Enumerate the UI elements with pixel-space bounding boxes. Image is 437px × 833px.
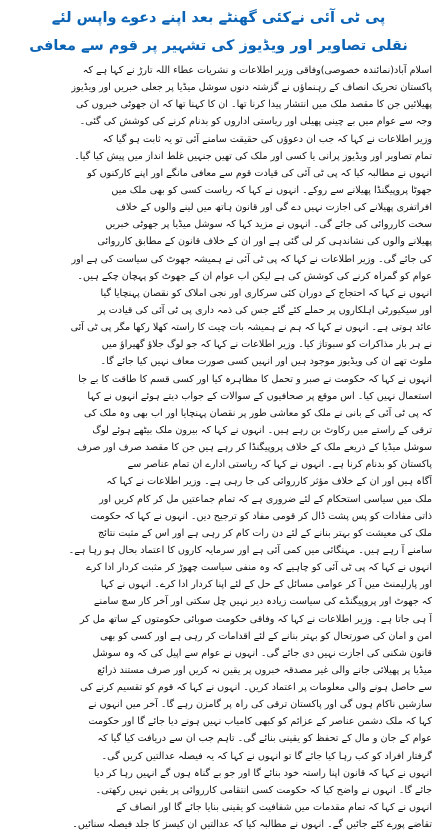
article-line: عوام کو گمراہ کرنے کی کوشش کی ہے لیکن اب عوام ان کے جھوٹ کو پہچان چکے ہیں۔ <box>77 270 432 282</box>
headline-line-1: پی ٹی آئی نےکئی گھنٹے بعد اپنے دعوے واپس لئے <box>51 10 386 26</box>
article-line: جائے گا۔ انہوں نے واضح کیا کہ حکومت کسی انتقامی کارروائی پر یقین نہیں رکھتی۔ <box>95 784 432 796</box>
article-line: آ ہی جاتا ہے۔ وزیر اطلاعات نے کہا کہ وفاقی حکومت صوبائی حکومتوں کے ساتھ مل کر <box>79 613 432 625</box>
article-line: پاکستان تحریک انصاف کے رہنماؤں نے گزشتہ دنوں سوشل میڈیا پر جعلی خبریں اور ویڈیوز <box>71 82 432 94</box>
article-line: کی جائے گی۔ وزیر اطلاعات نے کہا کہ پی ٹی آئی نے ہمیشہ جھوٹ کی سیاست کی ہے اور <box>71 253 432 265</box>
article-line: امن و امان کی صورتحال کو بہتر بنانے کے لئے اقدامات کر رہی ہے اور کسی کو بھی <box>100 630 432 642</box>
article-line: اور پارلیمنٹ میں آ کر عوامی مسائل کے حل کے لئے اپنا کردار ادا کرے۔ انہوں نے کہا <box>100 579 432 591</box>
article-line: سے حاصل ہونے والی معلومات پر اعتماد کریں۔ انہوں نے کہا کہ قوم کو تقسیم کرنے کی <box>80 682 432 694</box>
article-line: انہوں نے مطالبہ کیا کہ پی ٹی آئی کی قیادت قوم سے معافی مانگے اور اپنے کارکنوں کو <box>87 167 432 179</box>
article-body <box>5 62 432 833</box>
article-line: تقاضے پورے کئے جائیں گے۔ انہوں نے مطالبہ کیا کہ عدالتیں ان کیسز کا جلد فیصلہ سنائیں۔ <box>72 819 432 831</box>
article-line: قانون شکنی کی اجازت نہیں دی جائے گی۔ انہوں نے عوام سے اپیل کی کہ وہ سوشل <box>92 647 432 659</box>
article-line: انہوں نے کہا کہ احتجاج کے دوران کئی سرکاری اور نجی املاک کو نقصان پہنچایا گیا <box>100 287 432 299</box>
article-line: آگاہ ہیں اور ان کے خلاف مؤثر کارروائی کی جا رہی ہے۔ وزیر اطلاعات نے کہا کہ <box>106 476 432 488</box>
article-line: انہوں نے کہا کہ تمام مقدمات میں شفافیت کو یقینی بنایا جائے گا اور انصاف کے <box>116 802 432 814</box>
article-line: عائد ہوتی ہے۔ انہوں نے کہا کہ ہم نے ہمیشہ بات چیت کا راستہ کھلا رکھا مگر پی ٹی آئی <box>70 322 432 334</box>
article-line: نے ہر بار مذاکرات کو سبوتاژ کیا۔ وزیر اطلاعات نے کہا کہ جو لوگ جلاؤ گھیراؤ میں <box>101 339 432 351</box>
article-line: سامنے آ رہے ہیں۔ مہنگائی میں کمی آئی ہے اور سرمایہ کاروں کا اعتماد بحال ہو رہا ہے۔ <box>68 544 432 556</box>
article-line: میڈیا پر پھیلائی جانے والی غیر مصدقہ خبروں پر یقین نہ کریں اور صرف مستند ذرائع <box>97 664 432 676</box>
article-line: وزیر اطلاعات نے کہا کہ جب ان دعوؤں کی حقیقت سامنے آئی تو یہ ثابت ہو گیا کہ <box>102 133 432 145</box>
article-line: اور سیکیورٹی اہلکاروں پر حملے کئے گئے جس کی ذمہ داری پی ٹی آئی کی قیادت پر <box>97 304 432 316</box>
article-line: ملک کی معیشت کو بہتر بنانے کے لئے دن رات کام کر رہی ہے اور اس کے مثبت نتائج <box>97 527 432 539</box>
article-line: ملوث تھے ان کی ویڈیوز موجود ہیں اور انہیں کسی صورت معاف نہیں کیا جائے گا۔ <box>100 356 432 368</box>
article-line: عوام کے جان و مال کے تحفظ کو یقینی بنائے گی۔ تاہم جب ان سے دریافت کیا گیا کہ <box>97 733 432 745</box>
article-line: ذاتی مفادات کو پس پشت ڈال کر قومی مفاد کو ترجیح دیں۔ انہوں نے کہا کہ حکومت <box>90 510 432 522</box>
article-line: سازشیں ناکام ہوں گی اور پاکستان ترقی کی راہ پر گامزن رہے گا۔ آخر میں انہوں نے <box>88 699 432 711</box>
article-line: تمام تصاویر اور ویڈیوز پرانی یا کسی اور ملک کی تھیں جنہیں غلط انداز میں پیش کیا گیا۔ <box>74 150 432 162</box>
article-line: سوشل میڈیا کے ذریعے ملک کے خلاف پروپیگنڈا کر رہے ہیں جن کا مقصد صرف اور صرف <box>77 442 432 454</box>
article-line: سخت کارروائی کی جائے گی۔ انہوں نے مزید کہا کہ سوشل میڈیا پر جھوٹی خبریں <box>105 219 432 231</box>
article-line: کہا کہ ملک دشمن عناصر کے عزائم کو کبھی کامیاب نہیں ہونے دیا جائے گا اور حکومت <box>88 716 432 728</box>
article-line: گرفتار افراد کو کب رہا کیا جائے گا تو انہوں نے کہا کہ یہ فیصلہ عدالتیں کریں گی۔ <box>101 750 432 762</box>
article-line: کہ جھوٹ اور پروپیگنڈے کی سیاست زیادہ دیر نہیں چل سکتی اور آخر کار سچ سامنے <box>93 596 432 608</box>
article-line: ملک میں سیاسی استحکام کے لئے ضروری ہے کہ تمام جماعتیں مل کر کام کریں اور <box>99 493 432 505</box>
article-line: افراتفری پھیلانے کی اجازت نہیں دے گی اور قانون ہاتھ میں لینے والوں کے خلاف <box>116 202 432 214</box>
article-line: پھیلائیں جن کا مقصد ملک میں انتشار پیدا کرنا تھا۔ ان کا کہنا تھا کہ ان جھوٹی خبروں کی <box>76 99 432 111</box>
article-line: ترقی کے راستے میں رکاوٹ بن رہے ہیں۔ انہوں نے کہا کہ بیرون ملک بیٹھے ہوئے لوگ <box>92 424 432 436</box>
article-line: کہ پی ٹی آئی کے بانی نے ملک کو معاشی طور پر نقصان پہنچایا اور اب بھی وہ ملک کی <box>83 407 432 419</box>
article-line: انہوں نے کہا کہ پی ٹی آئی کو چاہیے کہ وہ منفی سیاست چھوڑ کر مثبت کردار ادا کرے <box>86 562 432 574</box>
article-line: پھیلانے والوں کی نشاندہی کر لی گئی ہے اور ان کے خلاف قانون کے مطابق کارروائی <box>97 236 432 248</box>
article-line: استعمال نہیں کیا۔ اس موقع پر صحافیوں کے سوالات کے جواب دیتے ہوئے انہوں نے کہا <box>87 390 432 402</box>
article-line: انہوں نے کہا کہ حکومت نے صبر و تحمل کا مظاہرہ کیا اور کسی قسم کا طاقت کا بے جا <box>78 373 432 385</box>
article-line: وجہ سے عوام میں بے چینی پھیلی اور ریاستی اداروں کو بدنام کرنے کی کوشش کی گئی۔ <box>79 116 432 128</box>
headline <box>5 4 432 60</box>
headline-line-2: نقلی تصاویر اور ویڈیوز کی تشہیر پر قوم سے معافی <box>29 38 408 54</box>
article-line: جھوٹا پروپیگنڈا پھیلانے سے روکے۔ انہوں نے کہا کہ ریاست کسی کو بھی ملک میں <box>111 184 432 196</box>
article-line: اسلام آباد(نمائندہ خصوصی)وفاقی وزیر اطلاعات و نشریات عطاء اللہ تارڑ نے کہا ہے کہ <box>82 65 432 76</box>
article-line: پاکستان کو بدنام کرنا ہے۔ انہوں نے کہا کہ ریاستی ادارے ان تمام عناصر سے <box>127 459 432 471</box>
article-line: انہوں نے کہا کہ قانون اپنا راستہ خود بنائے گا اور جو بے گناہ ہوں گے انہیں رہا کر دیا <box>93 767 432 779</box>
